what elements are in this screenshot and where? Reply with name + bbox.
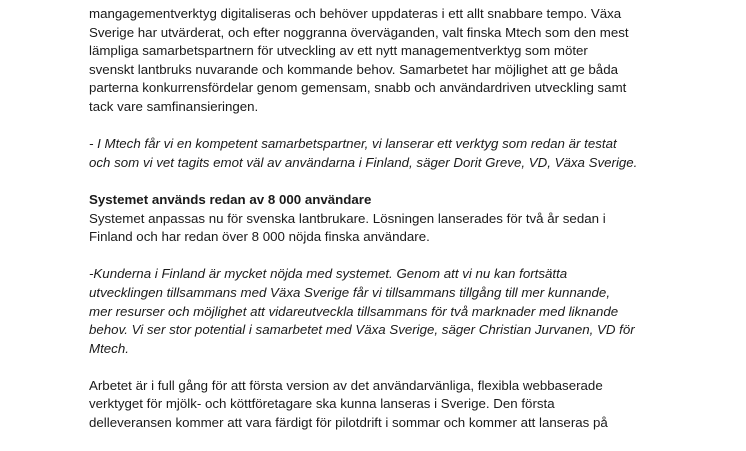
- quote-line: - I Mtech får vi en kompetent samarbetspartner, vi lanserar ett verktyg som redan är testat: [89, 136, 617, 152]
- intro-paragraph: [89, 5, 729, 117]
- quote-christian-jurvanen: [89, 265, 729, 358]
- quote-line: -Kunderna i Finland är mycket nöjda med systemet. Genom att vi nu kan fortsätta: [89, 266, 568, 282]
- text-line: delleveransen kommer att vara färdigt för pilotdrift i sommar och kommer att lanseras på: [89, 415, 608, 431]
- quote-line: behov. Vi ser stor potential i samarbetet med Växa Sverige, säger Christian Jurvanen, VD för: [89, 322, 635, 338]
- system-section: [89, 191, 729, 247]
- text-line: Systemet anpassas nu för svenska lantbrukare. Lösningen lanserades för två år sedan i: [89, 210, 606, 226]
- text-line: tack vare samfinansieringen.: [89, 98, 259, 114]
- quote-dorit-greve: [89, 135, 729, 172]
- text-line: Arbetet är i full gång för att första version av det användarvänliga, flexibla webbaserade: [89, 377, 603, 393]
- quote-line: Mtech.: [89, 340, 129, 356]
- document-body: [89, 5, 729, 451]
- text-line: verktyget för mjölk- och köttföretagare ska kunna lanseras i Sverige. Den första: [89, 396, 555, 412]
- quote-line: utvecklingen tillsammans med Växa Sverige får vi tillsammans tillgång till mer kunnande,: [89, 284, 611, 300]
- section-heading: Systemet används redan av 8 000 användare: [89, 191, 372, 207]
- text-line: svenskt lantbruks nuvarande och kommande behov. Samarbetet har möjlighet att ge båda: [89, 61, 618, 77]
- work-paragraph: [89, 377, 729, 433]
- text-line: Sverige har utvärderat, och efter noggranna överväganden, valt finska Mtech som den mest: [89, 24, 629, 40]
- text-line: mangagementverktyg digitaliseras och behöver uppdateras i ett allt snabbare tempo. Växa: [89, 6, 622, 21]
- quote-line: och som vi vet tagits emot väl av användarna i Finland, säger Dorit Greve, VD, Växa Sverige.: [89, 154, 638, 170]
- quote-line: mer resurser och möjlighet att vidareutveckla tillsammans för två marknader med liknande: [89, 303, 619, 319]
- text-line: lämpliga samarbetspartnern för utveckling av ett nytt managementverktyg som möter: [89, 43, 588, 59]
- text-line: Finland och har redan över 8 000 nöjda finska användare.: [89, 229, 430, 245]
- text-line: parterna konkurrensfördelar genom gemensam, snabb och användardriven utveckling samt: [89, 80, 627, 96]
